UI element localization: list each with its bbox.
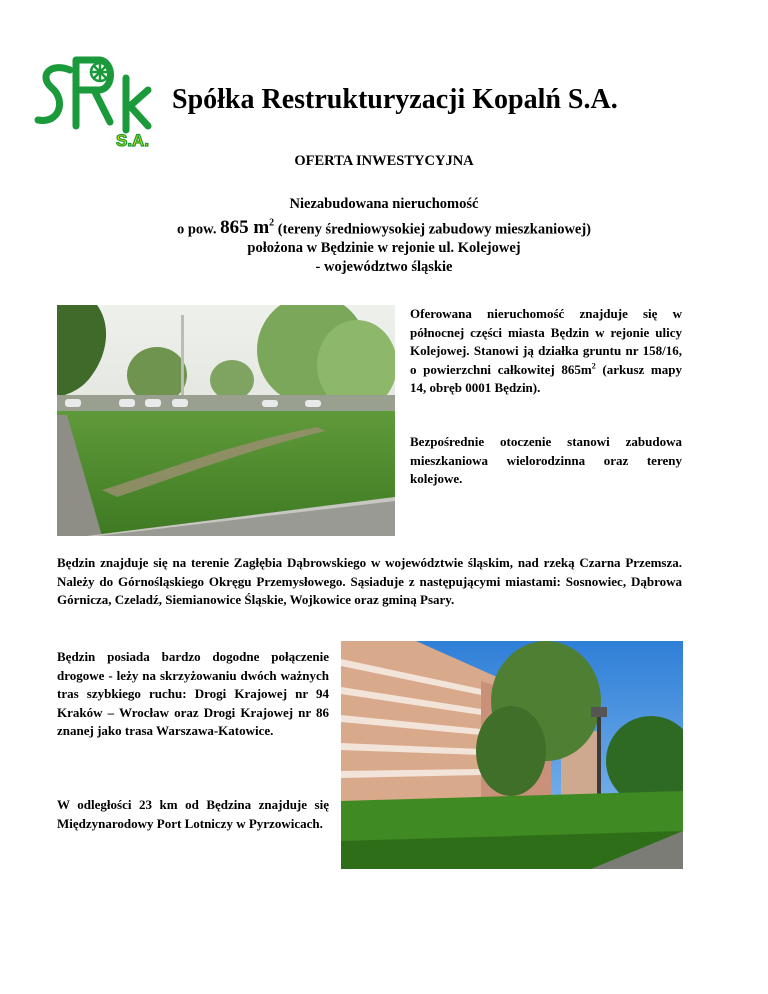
srk-logo-icon [30, 48, 160, 148]
subtitle-line-3: położona w Będzinie w rejonie ul. Kolejowej [247, 240, 521, 257]
svg-text:S.A.: S.A. [116, 131, 150, 148]
subtitle-line-2 [0, 214, 768, 239]
property-description: Oferowana nieruchomość znajduje się w północnej części miasta Będzin w rejonie ulicy Kolejowej. Stanowi ją działka gruntu nr 158/16, o powierzchni całkowitej $865m^2$ (arkusz mapy 14, obręb 0001 Będzin). [410, 306, 682, 395]
airport-description: W odległości 23 km od Będzina znajduje się Międzynarodowy Port Lotniczy w Pyrzowicach. [57, 797, 329, 831]
subtitle-line-4: - województwo śląskie [315, 259, 453, 276]
city-description: Będzin znajduje się na terenie Zagłębia Dąbrowskiego w województwie śląskim, nad rzeką Czarna Przemsza. Należy do Górnośląskiego Okręgu Przemysłowego. Sąsiaduje z następującymi miastami: Sosnowiec, Dąbrowa Górnicza, Czeladź, Siemianowice Śląskie, Wojkowice oraz gminą Psary. [57, 555, 682, 607]
surroundings-description: Bezpośrednie otoczenie stanowi zabudowa mieszkaniowa wielorodzinna oraz tereny kolejowe. [410, 434, 682, 486]
area-suffix: (tereny średniowysokiej zabudowy mieszkaniowej) [274, 221, 592, 238]
offer-subtitle [0, 195, 768, 277]
subtitle-line-1: Niezabudowana nieruchomość [289, 196, 479, 212]
area-value: 865 $m^2$ [220, 217, 275, 239]
company-name: Spółka Restrukturyzacji Kopalń S.A. [172, 84, 618, 115]
road-access-description: Będzin posiada bardzo dogodne połączenie drogowe - leży na skrzyżowaniu dwóch ważnych tras szybkiego ruchu: Drogi Krajowej nr 94 Kraków – Wrocław oraz Drogi Krajowej nr 86 znanej jako trasa Warszawa-Katowice. [57, 649, 329, 738]
offer-title: OFERTA INWESTYCYJNA [294, 153, 474, 169]
apartment-blocks-photo [341, 641, 683, 869]
company-logo [30, 48, 160, 148]
area-prefix: o pow. [176, 221, 221, 238]
plot-photo [57, 305, 395, 536]
